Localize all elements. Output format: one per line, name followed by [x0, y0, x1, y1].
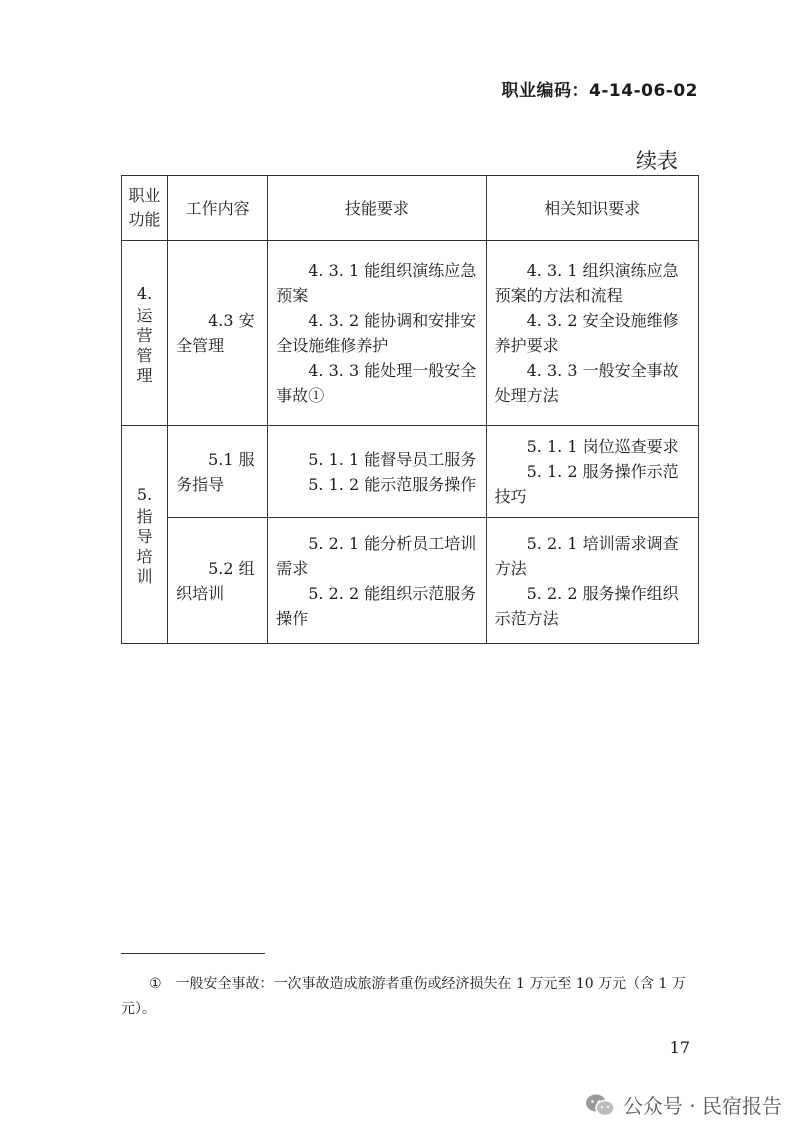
skill-cell [268, 426, 486, 518]
work-content-title: 5.2 组织培训 [176, 558, 255, 603]
header-work-content: 工作内容 [168, 176, 268, 241]
header-skill-requirements: 技能要求 [268, 176, 486, 241]
function-name: 指导培训 [136, 507, 153, 586]
knowledge-cell [486, 518, 698, 644]
work-content-title: 5.1 服务指导 [176, 449, 255, 494]
knowledge-item: 5. 2. 2 服务操作组织示范方法 [494, 583, 679, 628]
table-row [122, 241, 699, 426]
knowledge-item: 5. 1. 1 岗位巡查要求 [526, 437, 679, 456]
function-number: 4. [136, 283, 153, 303]
work-content-cell [168, 241, 268, 426]
function-cell [122, 426, 168, 644]
skill-item: 4. 3. 2 能协调和安排安全设施维修养护 [276, 311, 477, 355]
watermark-text: 公众号 · 民宿报告 [622, 1094, 782, 1118]
function-cell [122, 241, 168, 426]
work-content-cell [168, 426, 268, 518]
skill-item: 4. 3. 3 能处理一般安全事故① [276, 361, 477, 405]
knowledge-item: 4. 3. 1 组织演练应急预案的方法和流程 [494, 261, 679, 305]
table-header-row [122, 176, 699, 241]
skill-cell [268, 518, 486, 644]
footnote-text: 一般安全事故：一次事故造成旅游者重伤或经济损失在 1 万元至 10 万元（含 1 万元）。 [121, 976, 686, 1017]
skill-item: 4. 3. 1 能组织演练应急预案 [276, 261, 477, 305]
page-number: 17 [669, 1038, 690, 1057]
occupation-code: 职业编码：4-14-06-02 [501, 81, 698, 101]
continued-label: 续表 [636, 149, 678, 173]
skill-item: 5. 2. 2 能组织示范服务操作 [276, 583, 477, 628]
skill-cell [268, 241, 486, 426]
function-name: 运营管理 [136, 305, 153, 385]
header-knowledge-requirements: 相关知识要求 [486, 176, 698, 241]
footnote-mark: ① [149, 976, 162, 992]
wechat-icon [585, 1093, 615, 1117]
work-content-title: 4.3 安全管理 [176, 311, 255, 355]
skill-requirements-table [121, 175, 699, 644]
skill-item: 5. 1. 2 能示范服务操作 [308, 474, 477, 494]
knowledge-item: 4. 3. 3 一般安全事故处理方法 [494, 361, 679, 405]
knowledge-item: 5. 1. 2 服务操作示范技巧 [494, 462, 679, 506]
watermark [585, 1090, 782, 1119]
knowledge-cell [486, 241, 698, 426]
knowledge-item: 5. 2. 1 培训需求调查方法 [494, 533, 679, 578]
header-function: 职业功能 [122, 176, 168, 241]
skill-item: 5. 2. 1 能分析员工培训需求 [276, 533, 477, 578]
knowledge-item: 4. 3. 2 安全设施维修养护要求 [494, 311, 679, 355]
footnote [121, 972, 699, 1022]
skill-item: 5. 1. 1 能督导员工服务 [308, 449, 477, 469]
table-row [122, 518, 699, 644]
function-number: 5. [136, 485, 153, 504]
footnote-divider [121, 953, 265, 954]
table-row [122, 426, 699, 518]
knowledge-cell [486, 426, 698, 518]
work-content-cell [168, 518, 268, 644]
